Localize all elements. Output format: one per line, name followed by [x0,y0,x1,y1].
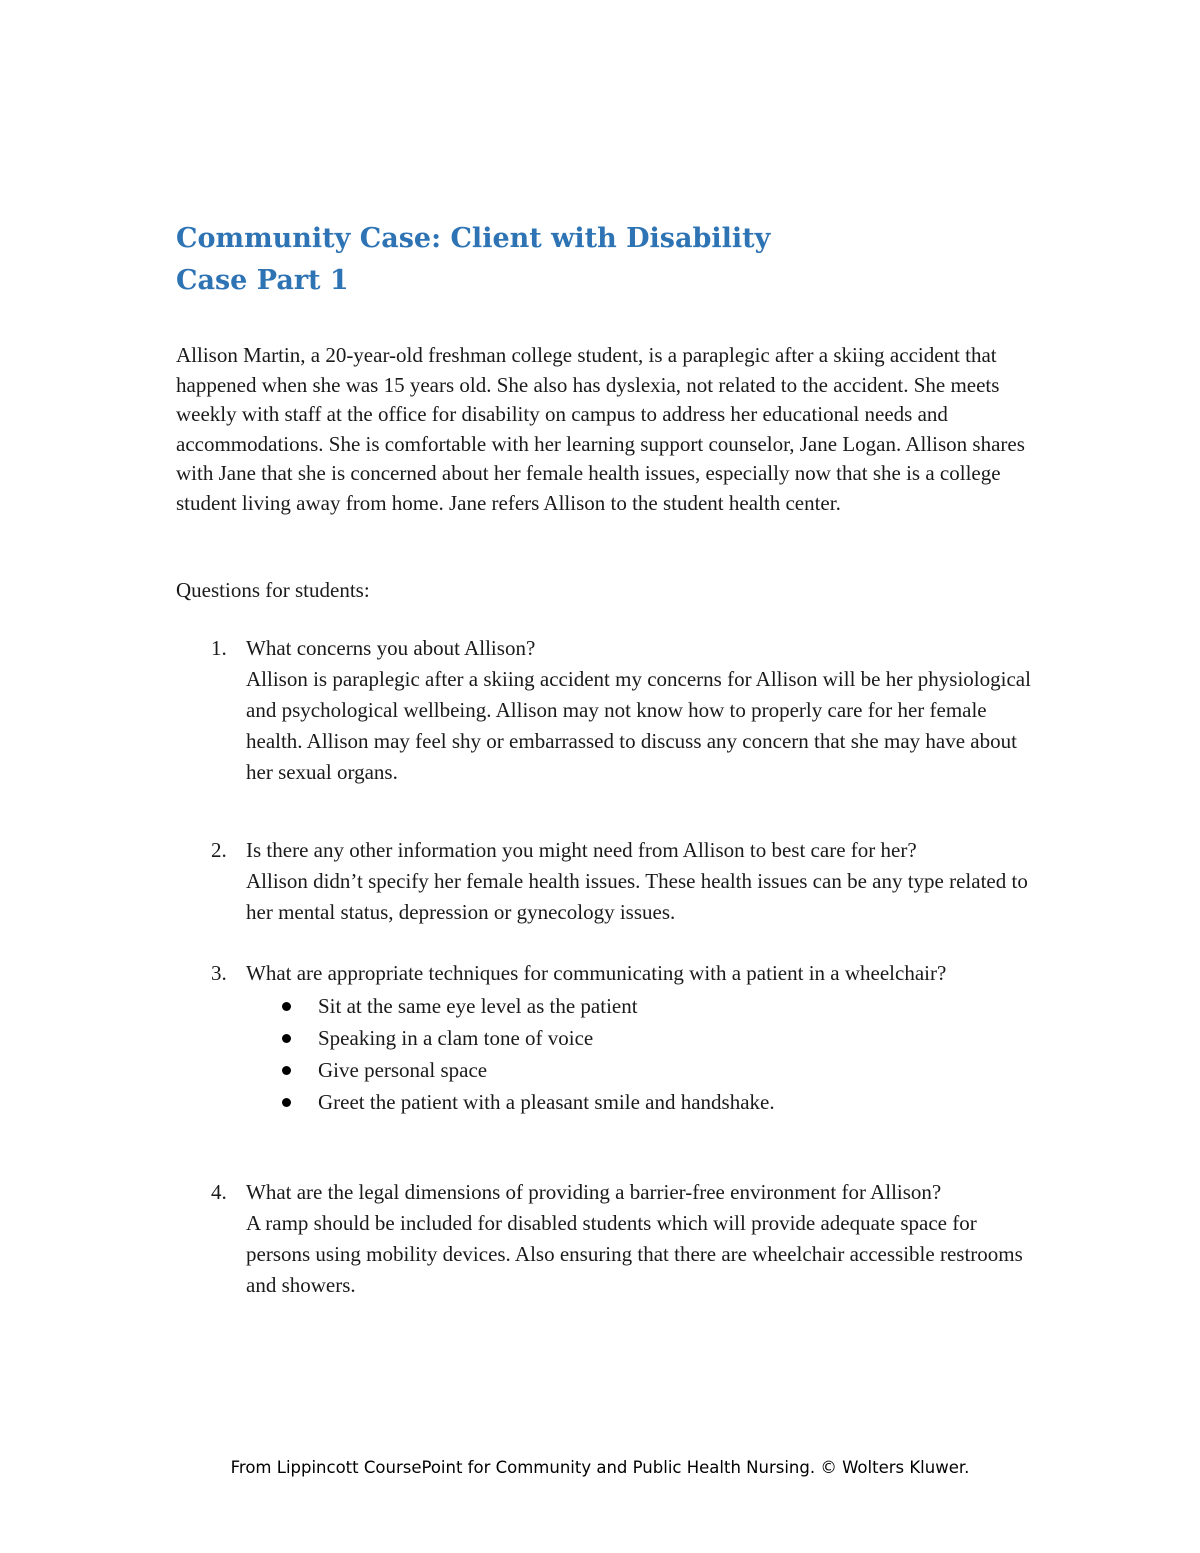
title-line-2: Case Part 1 [176,265,349,296]
question-number: 3. [211,961,227,985]
question-text: Is there any other information you might need from Allison to best care for her? [246,838,917,862]
answer-text: Allison didn’t specify her female health issues. These health issues can be any type related to her mental status, depression or gynecology issues. [246,868,1028,924]
question-text: What concerns you about Allison? [246,636,536,660]
document-title [176,218,770,302]
page-footer: From Lippincott CoursePoint for Community and Public Health Nursing. © Wolters Kluwer. [230,1458,970,1477]
list-item-text: Sit at the same eye level as the patient [318,993,638,1018]
list-item [246,1022,1036,1054]
intro-paragraph: Allison Martin, a 20-year-old freshman college student, is a paraplegic after a skiing accident that happened when she was 15 years old. She also has dyslexia, not related to the accident. She meets weekly with staff at the office for disability on campus to address her educational needs and accommodations. She is comfortable with her learning support counselor, Jane Logan. Allison shares with Jane that she is concerned about her female health issues, especially now that she is a college student living away from home. Jane refers Allison to the student health center. [176,343,1025,515]
question-text: What are appropriate techniques for communicating with a patient in a wheelchair? [246,961,947,985]
list-item-text: Give personal space [318,1057,488,1082]
question-number: 4. [211,1180,227,1204]
bullet-icon [282,1034,291,1043]
list-item-text: Greet the patient with a pleasant smile and handshake. [318,1089,775,1114]
title-line-1: Community Case: Client with Disability [176,223,771,254]
list-item [246,1086,1036,1118]
question-number: 2. [211,838,227,862]
bullet-icon [282,1002,291,1011]
answer-text: A ramp should be included for disabled students which will provide adequate space for persons using mobility devices. Also ensuring that there are wheelchair accessible restrooms and showers. [246,1210,1023,1297]
answer-text: Allison is paraplegic after a skiing accident my concerns for Allison will be her physiological and psychological wellbeing. Allison may not know how to properly care for her female health. Allison may feel shy or embarrassed to discuss any concern that she may have about her sexual organs. [246,666,1031,784]
question-text: What are the legal dimensions of providing a barrier-free environment for Allison? [246,1180,942,1204]
question-number: 1. [211,636,227,660]
technique-list [246,990,1036,1118]
list-item-text: Speaking in a clam tone of voice [318,1025,594,1050]
questions-heading: Questions for students: [176,578,370,602]
bullet-icon [282,1066,291,1075]
list-item [246,1054,1036,1086]
bullet-icon [282,1098,291,1107]
list-item [246,990,1036,1022]
